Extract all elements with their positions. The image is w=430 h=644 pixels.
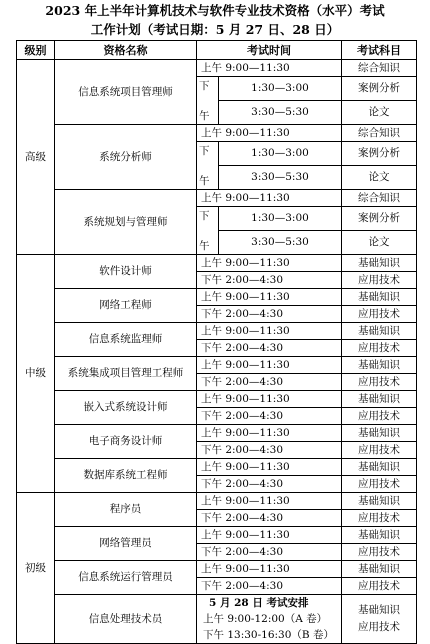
pm-label-cell xyxy=(197,142,219,190)
level-senior: 高级 xyxy=(17,60,55,255)
pm-label: 下午 xyxy=(201,545,222,558)
time-am xyxy=(197,255,342,272)
subject-cell: 基础知识 xyxy=(342,561,417,578)
header-subject: 考试科目 xyxy=(342,41,417,60)
am-label: 上午 xyxy=(201,494,222,507)
header-level: 级别 xyxy=(17,41,55,60)
time-value: 2:00—4:30 xyxy=(225,545,284,558)
time-value: 9:00—11:30 xyxy=(225,562,290,575)
subject-cell: 应用技术 xyxy=(342,272,417,289)
time-value: 9:00—11:30 xyxy=(225,324,290,337)
am-label: 上午 xyxy=(201,290,222,303)
am-label: 上午 xyxy=(201,126,222,139)
pm-label: 下午 xyxy=(201,409,222,422)
time-value: 9:00—11:30 xyxy=(225,494,290,507)
time-value: 1:30—3:00 xyxy=(219,77,342,101)
time-pm xyxy=(197,510,342,527)
time-value: 9:00—11:30 xyxy=(225,528,290,541)
time-am xyxy=(197,323,342,340)
time-pm xyxy=(197,374,342,391)
subject-cell: 应用技术 xyxy=(342,476,417,493)
qualification-label: 嵌入式系统设计师 xyxy=(83,401,168,413)
am-label: 上午 xyxy=(201,528,222,541)
subject-cell: 基础知识 xyxy=(342,255,417,272)
qualification-name xyxy=(55,357,197,391)
subject-cell: 基础知识 xyxy=(342,459,417,476)
time-am xyxy=(197,357,342,374)
am-label: 上午 xyxy=(201,426,222,439)
time-value: 3:30—5:30 xyxy=(219,231,342,255)
subject-cell: 论文 xyxy=(342,166,417,190)
time-value: 2:00—4:30 xyxy=(225,443,284,456)
qualification-name: 信息处理技术员 xyxy=(55,595,197,644)
subject-cell: 基础知识 xyxy=(342,357,417,374)
time-pm xyxy=(197,340,342,357)
title-line-2: 工作计划（考试日期：5 月 27 日、28 日） xyxy=(90,22,340,37)
level-junior: 初级 xyxy=(17,493,55,644)
am-label: 上午 xyxy=(201,256,222,269)
time-am xyxy=(197,190,342,207)
time-pm xyxy=(197,476,342,493)
time-value: 2:00—4:30 xyxy=(225,273,284,286)
time-value: 9:00—11:30 xyxy=(225,460,290,473)
subject-cell: 案例分析 xyxy=(342,142,417,166)
pm-label-a: 下 xyxy=(199,210,210,222)
am-label: 上午 xyxy=(201,358,222,371)
subject-cell: 案例分析 xyxy=(342,77,417,101)
subject-cell: 基础知识 xyxy=(342,425,417,442)
qualification-name: 系统规划与管理师 xyxy=(55,190,197,255)
qualification-label: 信息系统监理师 xyxy=(88,333,163,345)
header-name: 资格名称 xyxy=(55,41,197,60)
pm-label-b: 午 xyxy=(199,175,210,187)
subject-cell: 应用技术 xyxy=(342,374,417,391)
subject-cell: 综合知识 xyxy=(342,125,417,142)
time-value: 3:30—5:30 xyxy=(219,101,342,125)
time-pm xyxy=(197,578,342,595)
qualification-name: 系统分析师 xyxy=(55,125,197,190)
pm-label: 下午 xyxy=(201,307,222,320)
time-value: 9:00—11:30 xyxy=(225,392,290,405)
arrangement-pm: 下午 13:30-16:30（B 卷） xyxy=(203,629,334,641)
qualification-label: 网络工程师 xyxy=(99,299,152,311)
time-value: 3:30—5:30 xyxy=(219,166,342,190)
qualification-name: 信息系统项目管理师 xyxy=(55,60,197,125)
subject-cell: 基础知识 xyxy=(342,527,417,544)
subject-cell: 基础知识 xyxy=(342,493,417,510)
time-am xyxy=(197,125,342,142)
qualification-name xyxy=(55,391,197,425)
pm-label: 下午 xyxy=(201,579,222,592)
subject-cell: 论文 xyxy=(342,101,417,125)
pm-label: 下午 xyxy=(201,341,222,354)
time-value: 1:30—3:00 xyxy=(219,207,342,231)
qualification-name xyxy=(55,255,197,289)
qualification-label: 软件设计师 xyxy=(99,265,152,277)
time-pm xyxy=(197,544,342,561)
subject-cell: 基础知识 xyxy=(342,323,417,340)
pm-label-b: 午 xyxy=(199,240,210,252)
pm-label: 下午 xyxy=(201,511,222,524)
subject-cell: 应用技术 xyxy=(342,340,417,357)
arrangement-heading: 5 月 28 日 考试安排 xyxy=(209,597,309,609)
pm-label: 下午 xyxy=(201,273,222,286)
time-value: 2:00—4:30 xyxy=(225,375,284,388)
qualification-label: 系统集成项目管理工程师 xyxy=(67,367,184,379)
subject-cell: 应用技术 xyxy=(342,578,417,595)
arrangement-am: 上午 9:00-12:00（A 卷） xyxy=(203,613,328,625)
am-label: 上午 xyxy=(201,562,222,575)
qualification-label: 数据库系统工程师 xyxy=(83,469,168,481)
time-pm xyxy=(197,442,342,459)
am-label: 上午 xyxy=(201,460,222,473)
pm-label-a: 下 xyxy=(199,80,210,92)
subject-1: 基础知识 xyxy=(358,604,400,616)
time-pm xyxy=(197,408,342,425)
subject-2: 应用技术 xyxy=(358,621,400,633)
time-am xyxy=(197,459,342,476)
time-pm xyxy=(197,306,342,323)
header-time: 考试时间 xyxy=(197,41,342,60)
time-value: 9:00—11:30 xyxy=(225,426,290,439)
qualification-name: 程序员 xyxy=(55,493,197,527)
subject-cell: 应用技术 xyxy=(342,544,417,561)
exam-arrangement xyxy=(197,595,342,644)
am-label: 上午 xyxy=(201,392,222,405)
qualification-name: 信息系统运行管理员 xyxy=(55,561,197,595)
subject-cell xyxy=(342,595,417,644)
time-pm xyxy=(197,272,342,289)
subject-cell: 基础知识 xyxy=(342,289,417,306)
time-value: 2:00—4:30 xyxy=(225,579,284,592)
pm-label-cell xyxy=(197,207,219,255)
qualification-name xyxy=(55,425,197,459)
pm-label-cell xyxy=(197,77,219,125)
time-value: 2:00—4:30 xyxy=(225,341,284,354)
qualification-name xyxy=(55,289,197,323)
time-am xyxy=(197,561,342,578)
time-value: 1:30—3:00 xyxy=(219,142,342,166)
time-am xyxy=(197,425,342,442)
subject-cell: 案例分析 xyxy=(342,207,417,231)
pm-label-b: 午 xyxy=(199,110,210,122)
subject-cell: 综合知识 xyxy=(342,190,417,207)
time-value: 9:00—11:30 xyxy=(225,290,290,303)
pm-label: 下午 xyxy=(201,443,222,456)
time-value: 9:00—11:30 xyxy=(225,126,290,139)
title-line-1: 2023 年上半年计算机技术与软件专业技术资格（水平）考试 xyxy=(45,3,385,18)
time-value: 9:00—11:30 xyxy=(225,256,290,269)
subject-cell: 基础知识 xyxy=(342,391,417,408)
pm-label: 下午 xyxy=(201,375,222,388)
subject-cell: 论文 xyxy=(342,231,417,255)
am-label: 上午 xyxy=(201,61,222,74)
subject-cell: 应用技术 xyxy=(342,442,417,459)
time-value: 9:00—11:30 xyxy=(225,191,290,204)
qualification-name: 网络管理员 xyxy=(55,527,197,561)
subject-cell: 应用技术 xyxy=(342,510,417,527)
time-value: 9:00—11:30 xyxy=(225,61,290,74)
time-am xyxy=(197,289,342,306)
time-am xyxy=(197,391,342,408)
qualification-name xyxy=(55,323,197,357)
time-am xyxy=(197,493,342,510)
am-label: 上午 xyxy=(201,324,222,337)
time-value: 2:00—4:30 xyxy=(225,409,284,422)
qualification-label: 电子商务设计师 xyxy=(88,435,163,447)
subject-cell: 综合知识 xyxy=(342,60,417,77)
time-value: 2:00—4:30 xyxy=(225,477,284,490)
subject-cell: 应用技术 xyxy=(342,306,417,323)
time-value: 9:00—11:30 xyxy=(225,358,290,371)
time-value: 2:00—4:30 xyxy=(225,511,284,524)
time-value: 2:00—4:30 xyxy=(225,307,284,320)
pm-label: 下午 xyxy=(201,477,222,490)
pm-label-a: 下 xyxy=(199,145,210,157)
am-label: 上午 xyxy=(201,191,222,204)
subject-cell: 应用技术 xyxy=(342,408,417,425)
time-am xyxy=(197,60,342,77)
qualification-name xyxy=(55,459,197,493)
level-middle: 中级 xyxy=(17,255,55,493)
exam-schedule-table xyxy=(16,40,417,644)
time-am xyxy=(197,527,342,544)
